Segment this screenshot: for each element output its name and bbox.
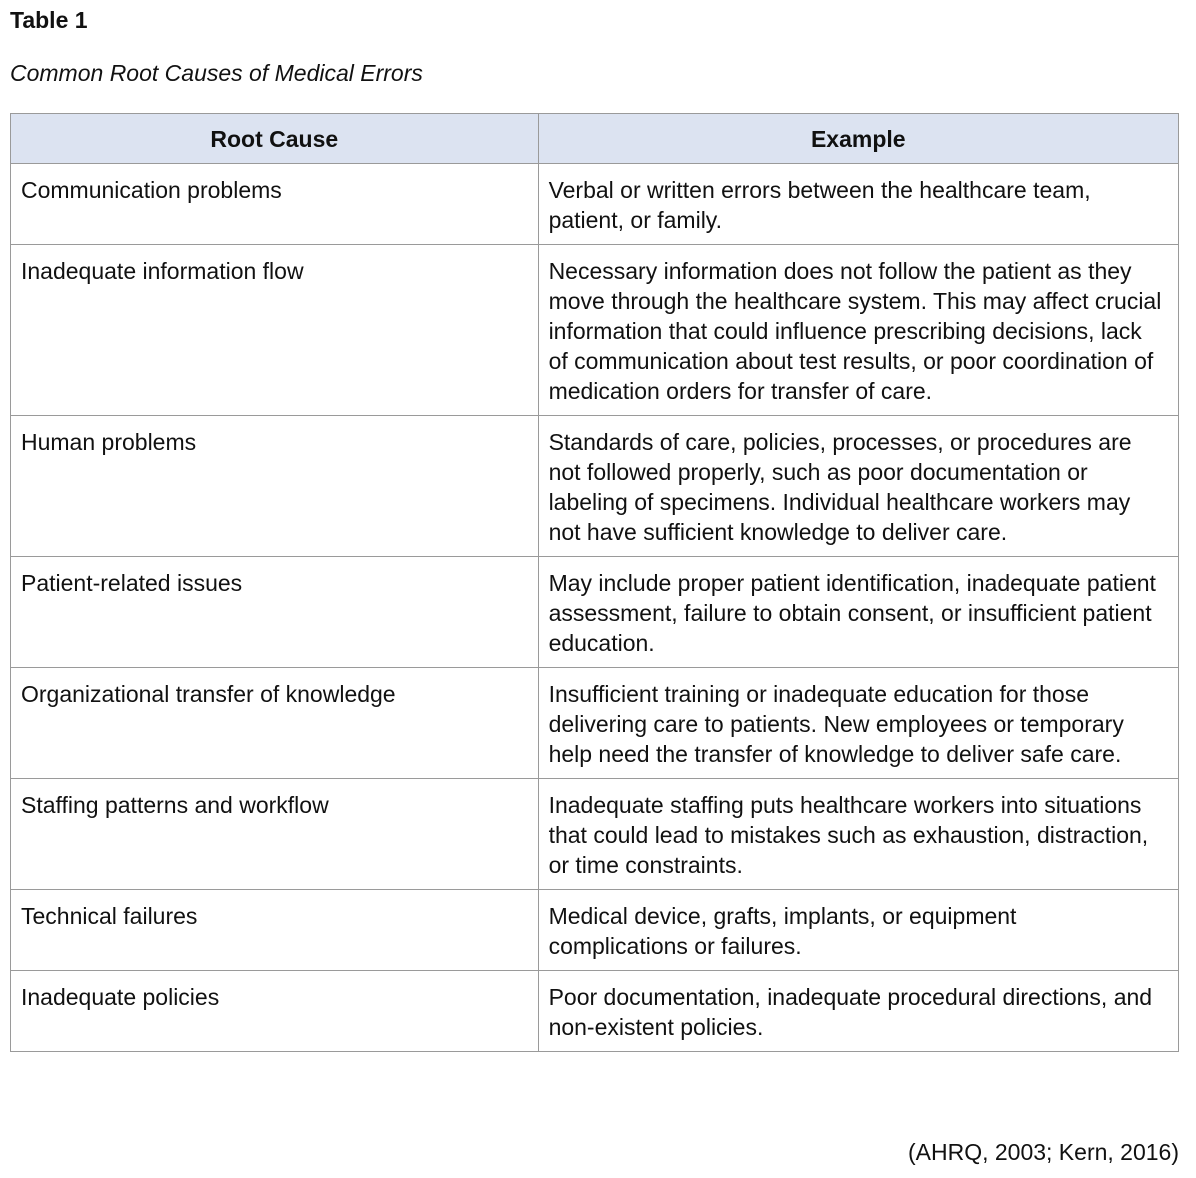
table-header-row	[11, 114, 1179, 164]
table-row	[11, 971, 1179, 1052]
example-cell: Poor documentation, inadequate procedural directions, and non-existent policies.	[538, 971, 1178, 1052]
source-citation: (AHRQ, 2003; Kern, 2016)	[907, 1139, 1179, 1165]
example-cell: May include proper patient identification, inadequate patient assessment, failure to obtain consent, or insufficient patient education.	[538, 557, 1178, 668]
table-row	[11, 245, 1179, 416]
column-header-example: Example	[538, 114, 1178, 164]
table-row	[11, 557, 1179, 668]
root-cause-cell: Patient-related issues	[11, 557, 539, 668]
root-cause-cell: Organizational transfer of knowledge	[11, 668, 539, 779]
table-label: Table 1	[10, 7, 88, 33]
root-cause-cell: Staffing patterns and workflow	[11, 779, 539, 890]
example-cell: Insufficient training or inadequate education for those delivering care to patients. New employees or temporary help need the transfer of knowledge to deliver safe care.	[538, 668, 1178, 779]
column-header-root-cause: Root Cause	[11, 114, 539, 164]
root-cause-cell: Communication problems	[11, 164, 539, 245]
table-row	[11, 668, 1179, 779]
root-cause-cell: Technical failures	[11, 890, 539, 971]
example-cell: Verbal or written errors between the healthcare team, patient, or family.	[538, 164, 1178, 245]
table-caption: Common Root Causes of Medical Errors	[10, 60, 423, 86]
example-cell: Medical device, grafts, implants, or equipment complications or failures.	[538, 890, 1178, 971]
root-cause-cell: Inadequate policies	[11, 971, 539, 1052]
example-cell: Necessary information does not follow the patient as they move through the healthcare system. This may affect crucial information that could influence prescribing decisions, lack of communication about test results, or poor coordination of medication orders for transfer of care.	[538, 245, 1178, 416]
table-row	[11, 164, 1179, 245]
table-row	[11, 416, 1179, 557]
root-cause-cell: Inadequate information flow	[11, 245, 539, 416]
table-row	[11, 779, 1179, 890]
table-row	[11, 890, 1179, 971]
example-cell: Inadequate staffing puts healthcare workers into situations that could lead to mistakes such as exhaustion, distraction, or time constraints.	[538, 779, 1178, 890]
root-causes-table	[10, 113, 1179, 1052]
example-cell: Standards of care, policies, processes, or procedures are not followed properly, such as poor documentation or labeling of specimens. Individual healthcare workers may not have sufficient knowledge to deliver care.	[538, 416, 1178, 557]
root-cause-cell: Human problems	[11, 416, 539, 557]
